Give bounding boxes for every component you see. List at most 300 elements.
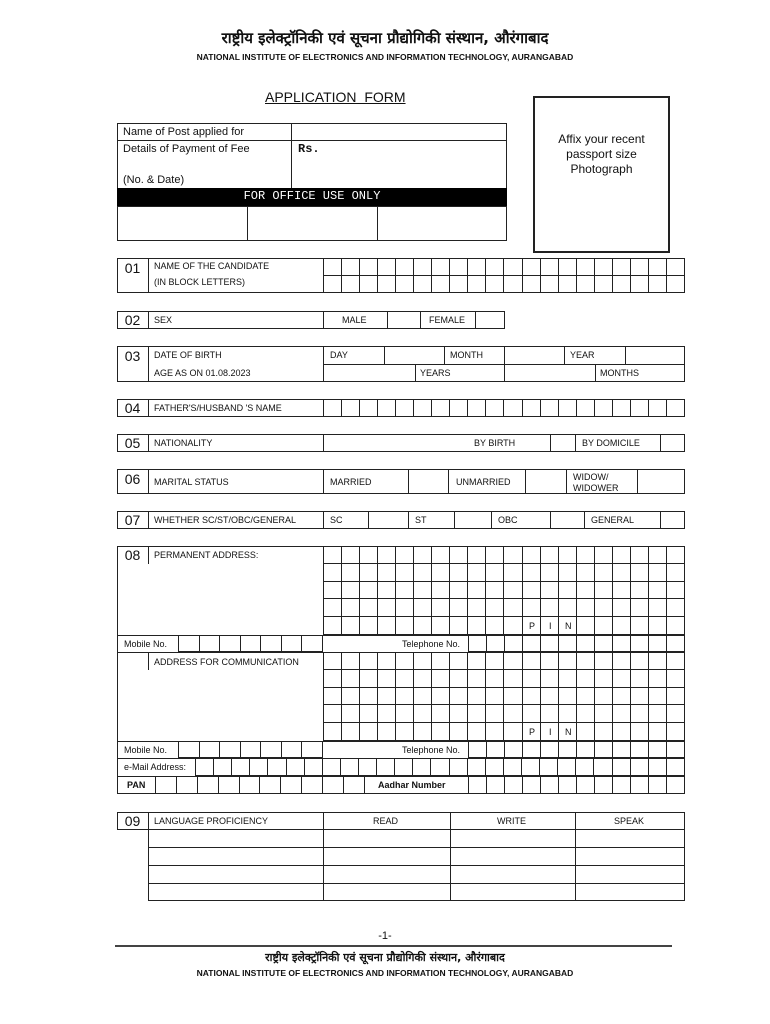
char-box[interactable] bbox=[486, 546, 504, 564]
char-box[interactable] bbox=[324, 546, 342, 564]
char-box[interactable] bbox=[631, 670, 649, 688]
char-box[interactable] bbox=[613, 258, 631, 276]
obc-checkbox[interactable] bbox=[551, 512, 583, 528]
char-box[interactable] bbox=[414, 399, 432, 417]
char-box[interactable] bbox=[504, 705, 522, 723]
char-box[interactable] bbox=[414, 688, 432, 706]
char-box[interactable] bbox=[432, 688, 450, 706]
char-box[interactable] bbox=[613, 582, 631, 600]
char-box[interactable] bbox=[324, 582, 342, 600]
char-box[interactable] bbox=[631, 758, 649, 776]
char-box[interactable] bbox=[595, 688, 613, 706]
char-box[interactable] bbox=[431, 758, 449, 776]
char-box[interactable] bbox=[302, 776, 323, 794]
month-field[interactable] bbox=[505, 347, 563, 363]
char-box[interactable] bbox=[649, 564, 667, 582]
by-domicile-checkbox[interactable] bbox=[661, 435, 684, 451]
male-checkbox[interactable] bbox=[388, 312, 419, 328]
char-box[interactable] bbox=[559, 670, 577, 688]
char-box[interactable] bbox=[649, 741, 667, 758]
char-box[interactable] bbox=[324, 652, 342, 670]
char-box[interactable] bbox=[504, 258, 522, 276]
char-box[interactable] bbox=[595, 617, 613, 635]
char-box[interactable] bbox=[523, 776, 541, 794]
char-box[interactable] bbox=[631, 599, 649, 617]
char-box[interactable] bbox=[649, 705, 667, 723]
char-box[interactable] bbox=[631, 688, 649, 706]
char-box[interactable] bbox=[559, 776, 577, 794]
char-box[interactable] bbox=[359, 758, 377, 776]
char-box[interactable] bbox=[378, 723, 396, 741]
char-box[interactable] bbox=[360, 670, 378, 688]
char-box[interactable] bbox=[613, 617, 631, 635]
char-box[interactable] bbox=[486, 564, 504, 582]
char-box[interactable] bbox=[631, 582, 649, 600]
char-box[interactable] bbox=[559, 546, 577, 564]
char-box[interactable] bbox=[241, 635, 262, 652]
char-box[interactable] bbox=[432, 599, 450, 617]
char-box[interactable] bbox=[468, 258, 486, 276]
nationality-field[interactable] bbox=[324, 435, 466, 451]
widow-checkbox[interactable] bbox=[638, 470, 684, 493]
char-box[interactable] bbox=[541, 258, 559, 276]
char-box[interactable] bbox=[378, 564, 396, 582]
char-box[interactable] bbox=[360, 688, 378, 706]
char-box[interactable] bbox=[302, 635, 323, 652]
char-box[interactable] bbox=[667, 276, 685, 294]
char-box[interactable] bbox=[667, 258, 685, 276]
char-box[interactable] bbox=[450, 688, 468, 706]
char-box[interactable] bbox=[414, 723, 432, 741]
char-box[interactable] bbox=[504, 399, 522, 417]
char-box[interactable] bbox=[595, 546, 613, 564]
char-box[interactable] bbox=[396, 564, 414, 582]
char-box[interactable] bbox=[577, 723, 595, 741]
char-box[interactable] bbox=[469, 776, 487, 794]
char-box[interactable] bbox=[595, 776, 613, 794]
char-box[interactable] bbox=[450, 546, 468, 564]
char-box[interactable] bbox=[432, 705, 450, 723]
char-box[interactable] bbox=[577, 705, 595, 723]
char-box[interactable] bbox=[541, 546, 559, 564]
char-box[interactable] bbox=[342, 723, 360, 741]
char-box[interactable] bbox=[487, 635, 505, 652]
char-box[interactable] bbox=[468, 276, 486, 294]
char-box[interactable] bbox=[282, 635, 303, 652]
general-checkbox[interactable] bbox=[661, 512, 684, 528]
email-boxes[interactable] bbox=[195, 758, 685, 776]
char-box[interactable] bbox=[324, 617, 342, 635]
char-box[interactable] bbox=[469, 635, 487, 652]
char-box[interactable] bbox=[613, 688, 631, 706]
char-box[interactable] bbox=[595, 635, 613, 652]
char-box[interactable] bbox=[667, 599, 685, 617]
char-box[interactable] bbox=[577, 617, 595, 635]
char-box[interactable] bbox=[523, 599, 541, 617]
married-checkbox[interactable] bbox=[409, 470, 447, 493]
char-box[interactable] bbox=[559, 564, 577, 582]
char-box[interactable] bbox=[504, 670, 522, 688]
char-box[interactable] bbox=[261, 635, 282, 652]
char-box[interactable] bbox=[541, 705, 559, 723]
char-box[interactable] bbox=[504, 652, 522, 670]
char-box[interactable] bbox=[360, 546, 378, 564]
char-box[interactable] bbox=[342, 599, 360, 617]
char-box[interactable] bbox=[342, 546, 360, 564]
char-box[interactable] bbox=[432, 399, 450, 417]
char-box[interactable] bbox=[541, 688, 559, 706]
char-box[interactable] bbox=[486, 652, 504, 670]
char-box[interactable] bbox=[559, 599, 577, 617]
char-box[interactable] bbox=[450, 276, 468, 294]
char-box[interactable] bbox=[631, 276, 649, 294]
char-box[interactable] bbox=[378, 546, 396, 564]
age-months-field[interactable] bbox=[505, 365, 594, 381]
char-box[interactable] bbox=[613, 723, 631, 741]
char-box[interactable] bbox=[595, 258, 613, 276]
char-box[interactable] bbox=[468, 546, 486, 564]
char-box[interactable] bbox=[378, 617, 396, 635]
char-box[interactable] bbox=[523, 276, 541, 294]
char-box[interactable] bbox=[360, 276, 378, 294]
char-box[interactable] bbox=[214, 758, 232, 776]
age-years-field[interactable] bbox=[324, 365, 414, 381]
char-box[interactable] bbox=[595, 599, 613, 617]
char-box[interactable] bbox=[667, 723, 685, 741]
char-box[interactable] bbox=[541, 741, 559, 758]
telephone-boxes[interactable] bbox=[468, 741, 685, 758]
char-box[interactable] bbox=[414, 276, 432, 294]
char-box[interactable] bbox=[342, 399, 360, 417]
char-box[interactable] bbox=[432, 564, 450, 582]
char-box[interactable] bbox=[649, 670, 667, 688]
char-box[interactable] bbox=[414, 258, 432, 276]
char-box[interactable] bbox=[613, 635, 631, 652]
char-box[interactable] bbox=[305, 758, 323, 776]
char-box[interactable] bbox=[631, 705, 649, 723]
char-box[interactable] bbox=[523, 635, 541, 652]
char-box[interactable] bbox=[360, 652, 378, 670]
telephone-boxes[interactable] bbox=[468, 635, 685, 652]
char-box[interactable] bbox=[523, 670, 541, 688]
char-box[interactable] bbox=[649, 758, 667, 776]
char-box[interactable] bbox=[342, 564, 360, 582]
char-box[interactable] bbox=[595, 582, 613, 600]
char-box[interactable] bbox=[613, 564, 631, 582]
char-box[interactable] bbox=[282, 741, 303, 758]
char-box[interactable] bbox=[432, 652, 450, 670]
char-box[interactable] bbox=[667, 635, 685, 652]
char-box[interactable] bbox=[649, 617, 667, 635]
char-box[interactable] bbox=[541, 776, 559, 794]
char-box[interactable] bbox=[414, 546, 432, 564]
char-box[interactable] bbox=[377, 758, 395, 776]
char-box[interactable] bbox=[378, 258, 396, 276]
char-box[interactable] bbox=[667, 399, 685, 417]
char-box[interactable] bbox=[559, 741, 577, 758]
char-box[interactable] bbox=[577, 688, 595, 706]
char-box[interactable] bbox=[504, 276, 522, 294]
aadhar-boxes[interactable] bbox=[468, 776, 685, 794]
char-box[interactable] bbox=[649, 399, 667, 417]
char-box[interactable] bbox=[342, 258, 360, 276]
char-box[interactable] bbox=[577, 635, 595, 652]
char-box[interactable] bbox=[179, 741, 200, 758]
fee-details-field[interactable] bbox=[292, 141, 506, 187]
char-box[interactable] bbox=[649, 688, 667, 706]
char-box[interactable] bbox=[342, 276, 360, 294]
char-box[interactable] bbox=[576, 758, 594, 776]
char-box[interactable] bbox=[450, 582, 468, 600]
char-box[interactable] bbox=[281, 776, 302, 794]
char-box[interactable] bbox=[613, 652, 631, 670]
char-box[interactable] bbox=[486, 399, 504, 417]
char-box[interactable] bbox=[577, 599, 595, 617]
char-box[interactable] bbox=[414, 599, 432, 617]
char-box[interactable] bbox=[432, 670, 450, 688]
year-field[interactable] bbox=[626, 347, 684, 363]
char-box[interactable] bbox=[559, 688, 577, 706]
char-box[interactable] bbox=[631, 564, 649, 582]
char-box[interactable] bbox=[541, 635, 559, 652]
char-box[interactable] bbox=[541, 564, 559, 582]
char-box[interactable] bbox=[396, 670, 414, 688]
permanent-address-boxes[interactable] bbox=[323, 546, 685, 635]
char-box[interactable] bbox=[504, 758, 522, 776]
st-checkbox[interactable] bbox=[455, 512, 490, 528]
char-box[interactable] bbox=[504, 564, 522, 582]
char-box[interactable] bbox=[523, 258, 541, 276]
char-box[interactable] bbox=[261, 741, 282, 758]
char-box[interactable] bbox=[559, 399, 577, 417]
char-box[interactable] bbox=[522, 758, 540, 776]
char-box[interactable] bbox=[595, 652, 613, 670]
char-box[interactable] bbox=[324, 670, 342, 688]
char-box[interactable] bbox=[667, 617, 685, 635]
char-box[interactable] bbox=[649, 635, 667, 652]
char-box[interactable] bbox=[577, 670, 595, 688]
char-box[interactable] bbox=[200, 635, 221, 652]
char-box[interactable] bbox=[232, 758, 250, 776]
char-box[interactable] bbox=[323, 776, 344, 794]
by-birth-checkbox[interactable] bbox=[551, 435, 574, 451]
char-box[interactable] bbox=[196, 758, 214, 776]
char-box[interactable] bbox=[342, 688, 360, 706]
char-box[interactable] bbox=[378, 582, 396, 600]
char-box[interactable] bbox=[450, 705, 468, 723]
char-box[interactable] bbox=[504, 546, 522, 564]
char-box[interactable] bbox=[324, 688, 342, 706]
char-box[interactable] bbox=[432, 258, 450, 276]
char-box[interactable] bbox=[450, 723, 468, 741]
char-box[interactable] bbox=[504, 723, 522, 741]
char-box[interactable] bbox=[577, 652, 595, 670]
char-box[interactable] bbox=[302, 741, 323, 758]
char-box[interactable] bbox=[577, 546, 595, 564]
char-box[interactable] bbox=[649, 776, 667, 794]
char-box[interactable] bbox=[450, 652, 468, 670]
char-box[interactable] bbox=[613, 546, 631, 564]
char-box[interactable] bbox=[541, 670, 559, 688]
name-char-boxes[interactable] bbox=[323, 258, 685, 293]
char-box[interactable] bbox=[395, 758, 413, 776]
char-box[interactable] bbox=[324, 258, 342, 276]
char-box[interactable] bbox=[523, 741, 541, 758]
char-box[interactable] bbox=[486, 276, 504, 294]
char-box[interactable] bbox=[577, 564, 595, 582]
char-box[interactable] bbox=[396, 546, 414, 564]
day-field[interactable] bbox=[385, 347, 443, 363]
char-box[interactable] bbox=[360, 258, 378, 276]
char-box[interactable] bbox=[468, 617, 486, 635]
char-box[interactable] bbox=[413, 758, 431, 776]
char-box[interactable] bbox=[523, 546, 541, 564]
char-box[interactable] bbox=[594, 758, 612, 776]
char-box[interactable] bbox=[414, 670, 432, 688]
char-box[interactable] bbox=[360, 399, 378, 417]
char-box[interactable] bbox=[523, 705, 541, 723]
char-box[interactable] bbox=[468, 688, 486, 706]
char-box[interactable] bbox=[649, 652, 667, 670]
char-box[interactable] bbox=[541, 582, 559, 600]
char-box[interactable] bbox=[396, 258, 414, 276]
post-applied-field[interactable] bbox=[292, 124, 506, 139]
char-box[interactable] bbox=[523, 399, 541, 417]
char-box[interactable] bbox=[649, 276, 667, 294]
char-box[interactable] bbox=[577, 776, 595, 794]
char-box[interactable] bbox=[414, 617, 432, 635]
char-box[interactable] bbox=[631, 546, 649, 564]
char-box[interactable] bbox=[268, 758, 286, 776]
char-box[interactable] bbox=[505, 741, 523, 758]
char-box[interactable] bbox=[649, 582, 667, 600]
char-box[interactable] bbox=[504, 688, 522, 706]
char-box[interactable] bbox=[577, 276, 595, 294]
char-box[interactable] bbox=[649, 546, 667, 564]
char-box[interactable] bbox=[360, 582, 378, 600]
char-box[interactable] bbox=[360, 564, 378, 582]
char-box[interactable] bbox=[613, 776, 631, 794]
char-box[interactable] bbox=[631, 652, 649, 670]
char-box[interactable] bbox=[414, 705, 432, 723]
char-box[interactable] bbox=[667, 705, 685, 723]
sc-checkbox[interactable] bbox=[369, 512, 407, 528]
char-box[interactable] bbox=[450, 617, 468, 635]
char-box[interactable] bbox=[649, 723, 667, 741]
char-box[interactable] bbox=[414, 582, 432, 600]
char-box[interactable] bbox=[396, 723, 414, 741]
char-box[interactable] bbox=[595, 564, 613, 582]
char-box[interactable] bbox=[468, 705, 486, 723]
char-box[interactable] bbox=[468, 582, 486, 600]
char-box[interactable] bbox=[432, 546, 450, 564]
char-box[interactable] bbox=[468, 758, 486, 776]
char-box[interactable] bbox=[360, 723, 378, 741]
char-box[interactable] bbox=[241, 741, 262, 758]
char-box[interactable] bbox=[486, 599, 504, 617]
char-box[interactable] bbox=[468, 723, 486, 741]
char-box[interactable] bbox=[486, 582, 504, 600]
char-box[interactable] bbox=[432, 582, 450, 600]
char-box[interactable] bbox=[595, 399, 613, 417]
char-box[interactable] bbox=[468, 399, 486, 417]
char-box[interactable] bbox=[450, 599, 468, 617]
char-box[interactable] bbox=[486, 758, 504, 776]
char-box[interactable] bbox=[344, 776, 365, 794]
char-box[interactable] bbox=[342, 582, 360, 600]
char-box[interactable] bbox=[179, 635, 200, 652]
char-box[interactable] bbox=[559, 635, 577, 652]
char-box[interactable] bbox=[469, 741, 487, 758]
char-box[interactable] bbox=[468, 564, 486, 582]
char-box[interactable] bbox=[378, 276, 396, 294]
char-box[interactable] bbox=[631, 617, 649, 635]
char-box[interactable] bbox=[324, 723, 342, 741]
char-box[interactable] bbox=[541, 599, 559, 617]
char-box[interactable] bbox=[432, 276, 450, 294]
char-box[interactable] bbox=[505, 635, 523, 652]
char-box[interactable] bbox=[577, 582, 595, 600]
char-box[interactable] bbox=[649, 258, 667, 276]
char-box[interactable] bbox=[613, 599, 631, 617]
char-box[interactable] bbox=[649, 599, 667, 617]
char-box[interactable] bbox=[396, 399, 414, 417]
char-box[interactable] bbox=[324, 399, 342, 417]
char-box[interactable] bbox=[486, 617, 504, 635]
char-box[interactable] bbox=[504, 617, 522, 635]
char-box[interactable] bbox=[667, 758, 685, 776]
char-box[interactable] bbox=[559, 258, 577, 276]
char-box[interactable] bbox=[559, 652, 577, 670]
mobile-boxes[interactable] bbox=[178, 741, 323, 758]
char-box[interactable] bbox=[324, 599, 342, 617]
char-box[interactable] bbox=[504, 582, 522, 600]
char-box[interactable] bbox=[396, 599, 414, 617]
char-box[interactable] bbox=[378, 688, 396, 706]
char-box[interactable] bbox=[559, 705, 577, 723]
char-box[interactable] bbox=[613, 741, 631, 758]
char-box[interactable] bbox=[486, 670, 504, 688]
char-box[interactable] bbox=[378, 670, 396, 688]
char-box[interactable] bbox=[541, 399, 559, 417]
char-box[interactable] bbox=[523, 582, 541, 600]
char-box[interactable] bbox=[631, 635, 649, 652]
char-box[interactable] bbox=[523, 564, 541, 582]
char-box[interactable] bbox=[613, 670, 631, 688]
char-box[interactable] bbox=[613, 758, 631, 776]
char-box[interactable] bbox=[360, 599, 378, 617]
char-box[interactable] bbox=[324, 705, 342, 723]
char-box[interactable] bbox=[486, 705, 504, 723]
char-box[interactable] bbox=[450, 258, 468, 276]
char-box[interactable] bbox=[414, 564, 432, 582]
char-box[interactable] bbox=[240, 776, 261, 794]
char-box[interactable] bbox=[595, 670, 613, 688]
char-box[interactable] bbox=[200, 741, 221, 758]
char-box[interactable] bbox=[396, 276, 414, 294]
char-box[interactable] bbox=[631, 741, 649, 758]
char-box[interactable] bbox=[595, 723, 613, 741]
char-box[interactable] bbox=[667, 652, 685, 670]
char-box[interactable] bbox=[486, 258, 504, 276]
char-box[interactable] bbox=[323, 758, 341, 776]
char-box[interactable] bbox=[342, 670, 360, 688]
communication-address-boxes[interactable] bbox=[323, 652, 685, 741]
char-box[interactable] bbox=[396, 652, 414, 670]
pan-boxes[interactable] bbox=[155, 776, 365, 794]
char-box[interactable] bbox=[468, 599, 486, 617]
char-box[interactable] bbox=[631, 723, 649, 741]
